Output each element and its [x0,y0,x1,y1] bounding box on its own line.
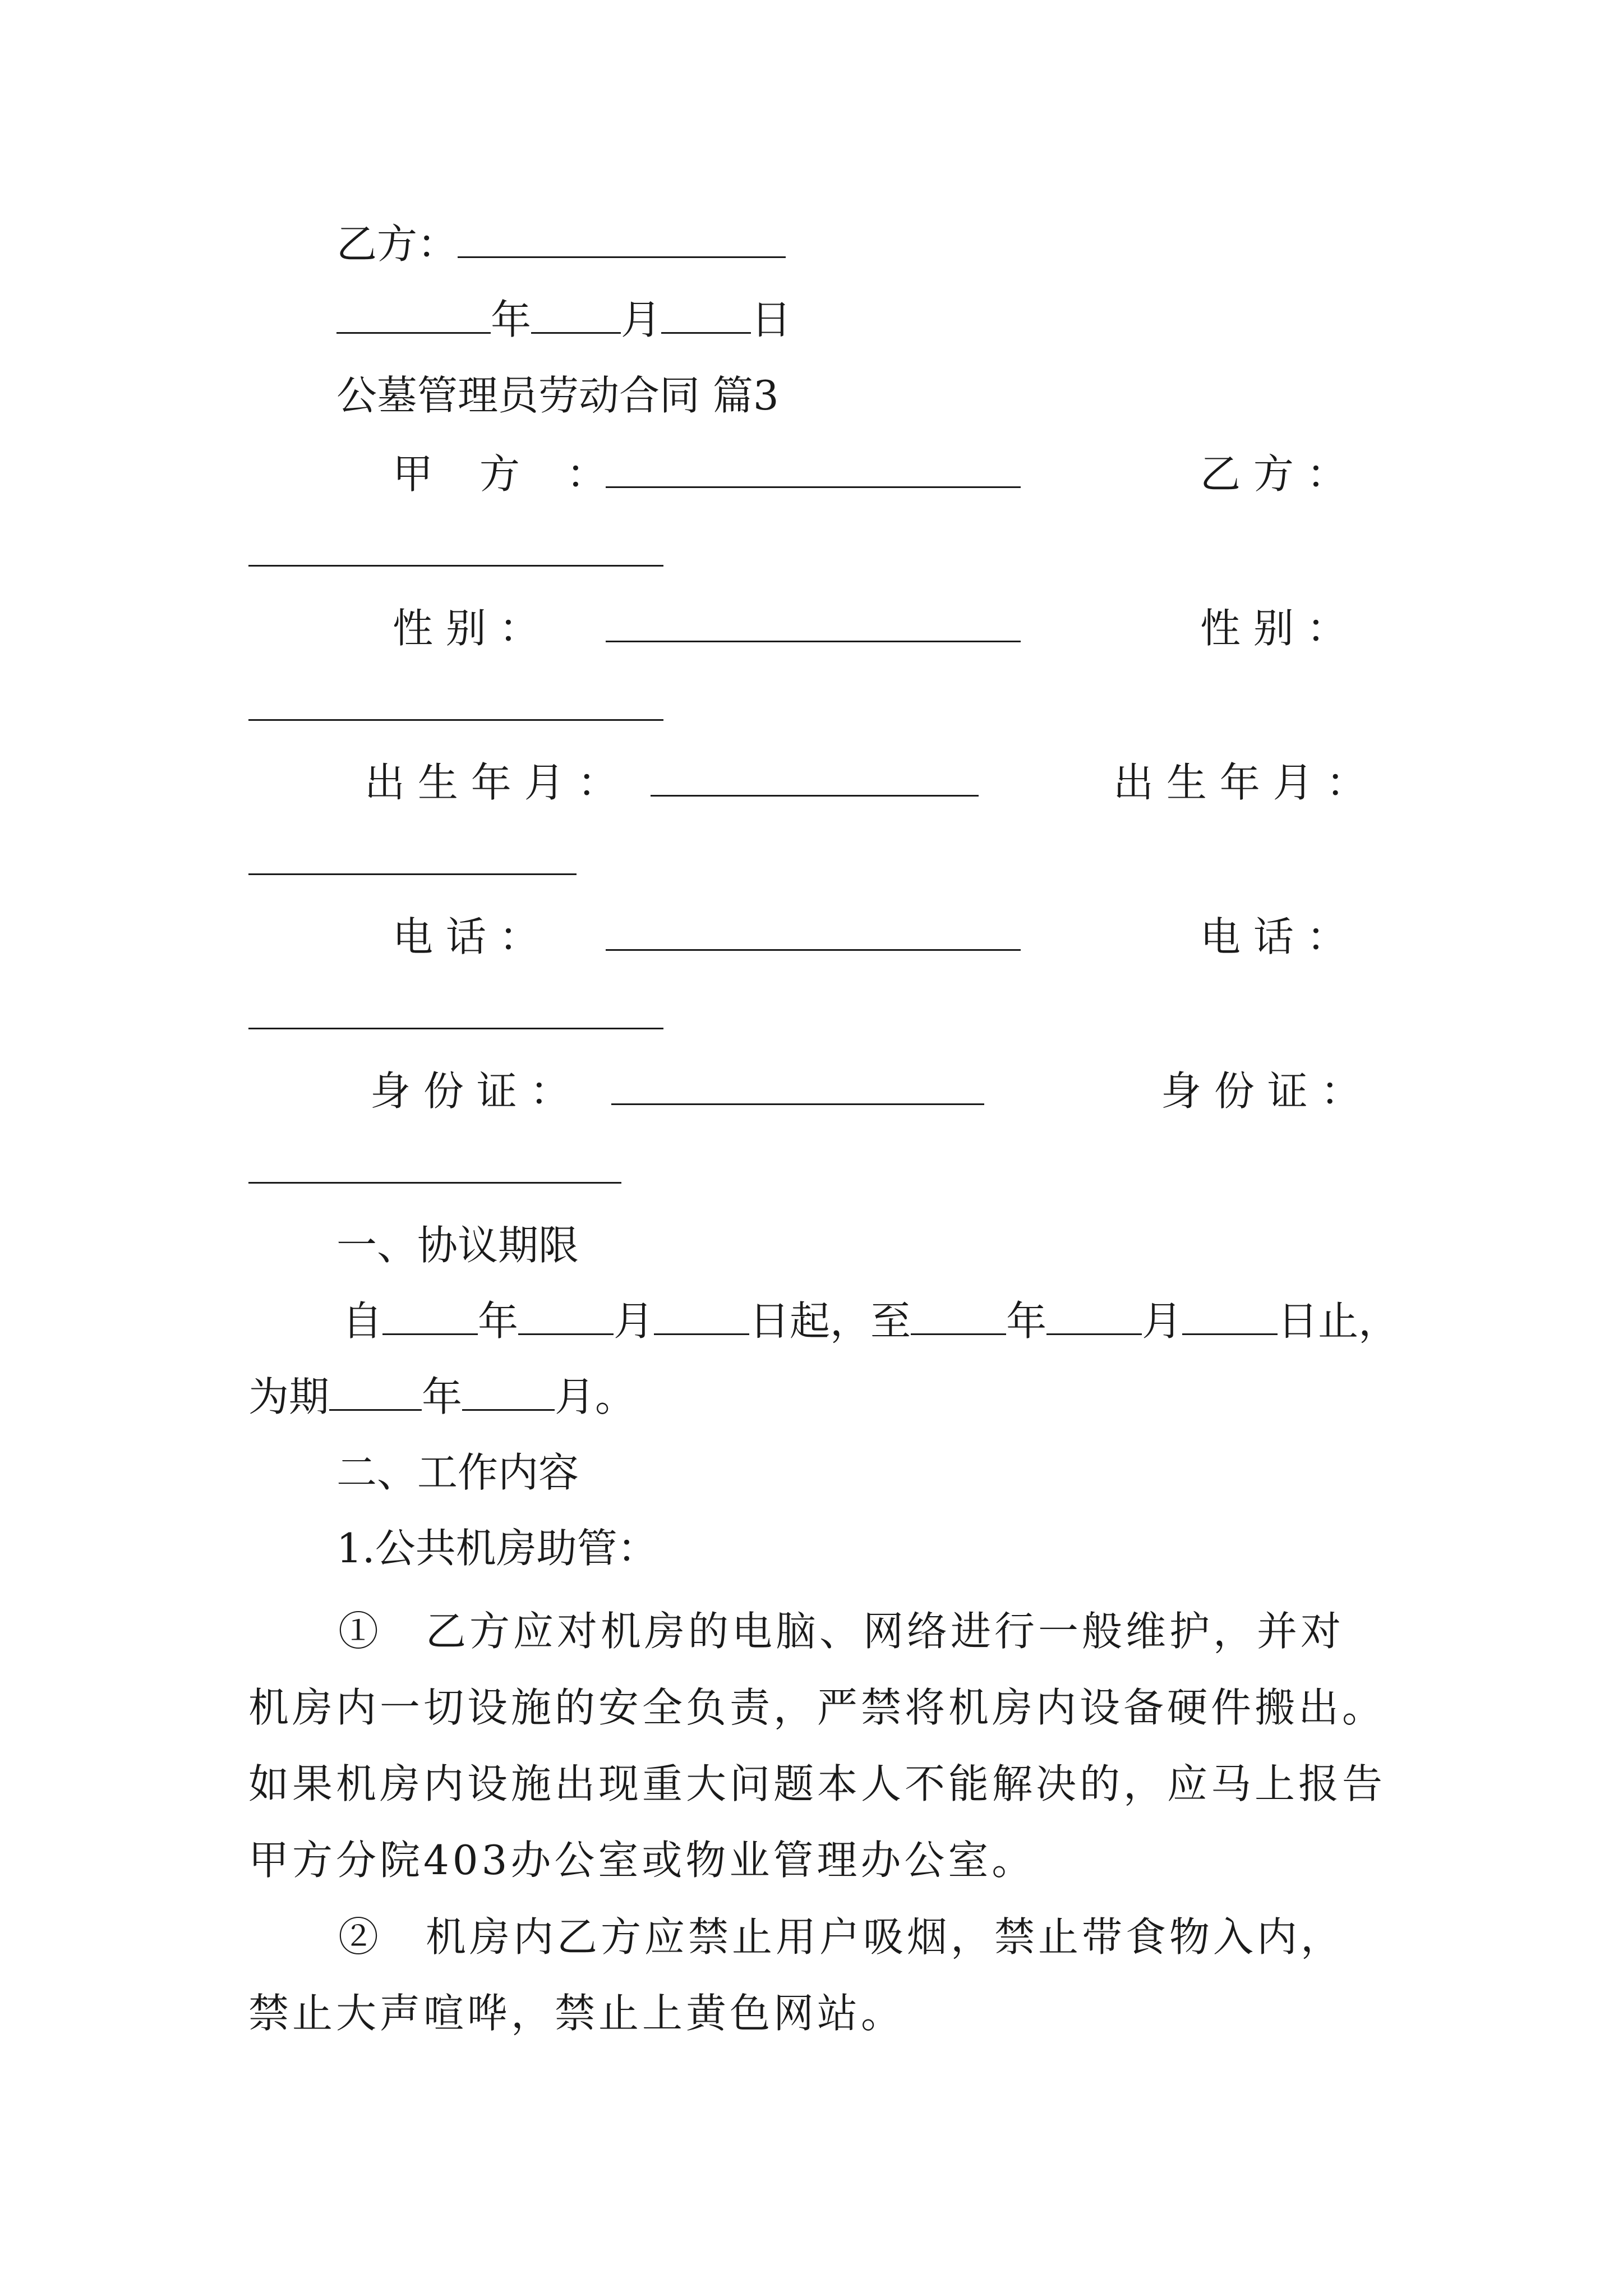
id-a-blank-wrap [611,1066,984,1116]
period-line-1 [342,1296,1399,1346]
gender-a-blank [606,607,1021,642]
party-a-label: 甲 方 ： [393,450,624,498]
from-label: 自 [342,1297,383,1345]
phone-b-label: 电 话 ： [1200,913,1347,960]
from-day-label: 日起，至 [749,1297,911,1345]
party-a-blank-wrap [606,449,1021,499]
gender-a-label: 性 别 ： [393,605,540,652]
id-b-blank [248,1148,621,1184]
month-blank [531,298,621,334]
party-a-row [393,449,624,499]
clause-2: ② 机房内乙方应禁止用户吸烟，禁止带食物入内，禁止大声喧哗，禁止上黄色网站。 [248,1913,1345,2037]
day-blank [661,298,751,334]
clause-1: ① 乙方应对机房的电脑、网络进行一般维护，并对机房内一切设施的安全负责，严禁将机房内设备硬件搬出。如果机房内设施出现重大问题本人不能解决的，应马上报告甲方分院403办公室或物业管理办公室。 [248,1608,1386,1884]
party-b-blank [458,223,786,258]
gender-b-blank-wrap [248,682,663,732]
id-b-label: 身 份 证 ： [1161,1068,1361,1115]
period-year-label: 年 [422,1373,463,1420]
phone-a-blank-wrap [606,912,1021,962]
period-year-blank [329,1375,422,1411]
gender-a-blank-wrap [606,603,1021,654]
id-b-blank-wrap [248,1144,621,1195]
to-year-label: 年 [1006,1297,1047,1345]
gender-b-label: 性 别 ： [1200,605,1347,652]
to-day-label: 日止， [1278,1297,1399,1345]
phone-a-label: 电 话 ： [393,913,540,960]
birth-b-blank-wrap [248,836,577,886]
party-b-signature-line [336,219,786,269]
party-b-label: 乙方： [336,220,458,268]
period-prefix: 为期 [248,1373,330,1420]
period-end: 月。 [555,1373,636,1420]
item-1-heading: 1.公共机房助管： [336,1525,658,1572]
from-year-blank [382,1300,478,1335]
phone-a-blank [606,915,1021,951]
to-month-blank [1046,1300,1142,1335]
birth-b-blank [248,840,577,875]
gender-b-blank [248,685,663,721]
id-a-label: 身 份 证 ： [370,1068,570,1115]
day-label: 日 [751,296,792,343]
section-2-heading: 二、工作内容 [336,1449,579,1496]
from-year-label: 年 [478,1297,519,1345]
phone-b-blank-wrap [248,990,663,1041]
to-month-label: 月 [1142,1297,1183,1345]
party-b-form-blank [248,531,663,567]
from-month-blank [518,1300,614,1335]
party-b-form-label: 乙 方 ： [1200,450,1347,498]
party-a-blank [606,453,1021,488]
to-year-blank [911,1300,1006,1335]
birth-a-blank [651,761,979,797]
to-day-blank [1182,1300,1278,1335]
period-month-blank [462,1375,555,1411]
party-b-form-blank-wrap [248,527,663,578]
year-blank [336,298,491,334]
year-label: 年 [491,296,532,343]
birth-a-label: 出 生 年 月 ： [365,759,618,806]
birth-b-label: 出 生 年 月 ： [1113,759,1367,806]
period-line-2 [248,1372,635,1422]
id-a-blank [611,1070,984,1105]
from-month-label: 月 [614,1297,654,1345]
birth-a-blank-wrap [651,757,979,808]
section-1-heading: 一、协议期限 [336,1222,579,1269]
month-label: 月 [621,296,662,343]
contract-title: 公墓管理员劳动合同 篇3 [336,372,779,419]
from-day-blank [654,1300,749,1335]
date-line [336,295,791,345]
phone-b-blank [248,994,663,1029]
